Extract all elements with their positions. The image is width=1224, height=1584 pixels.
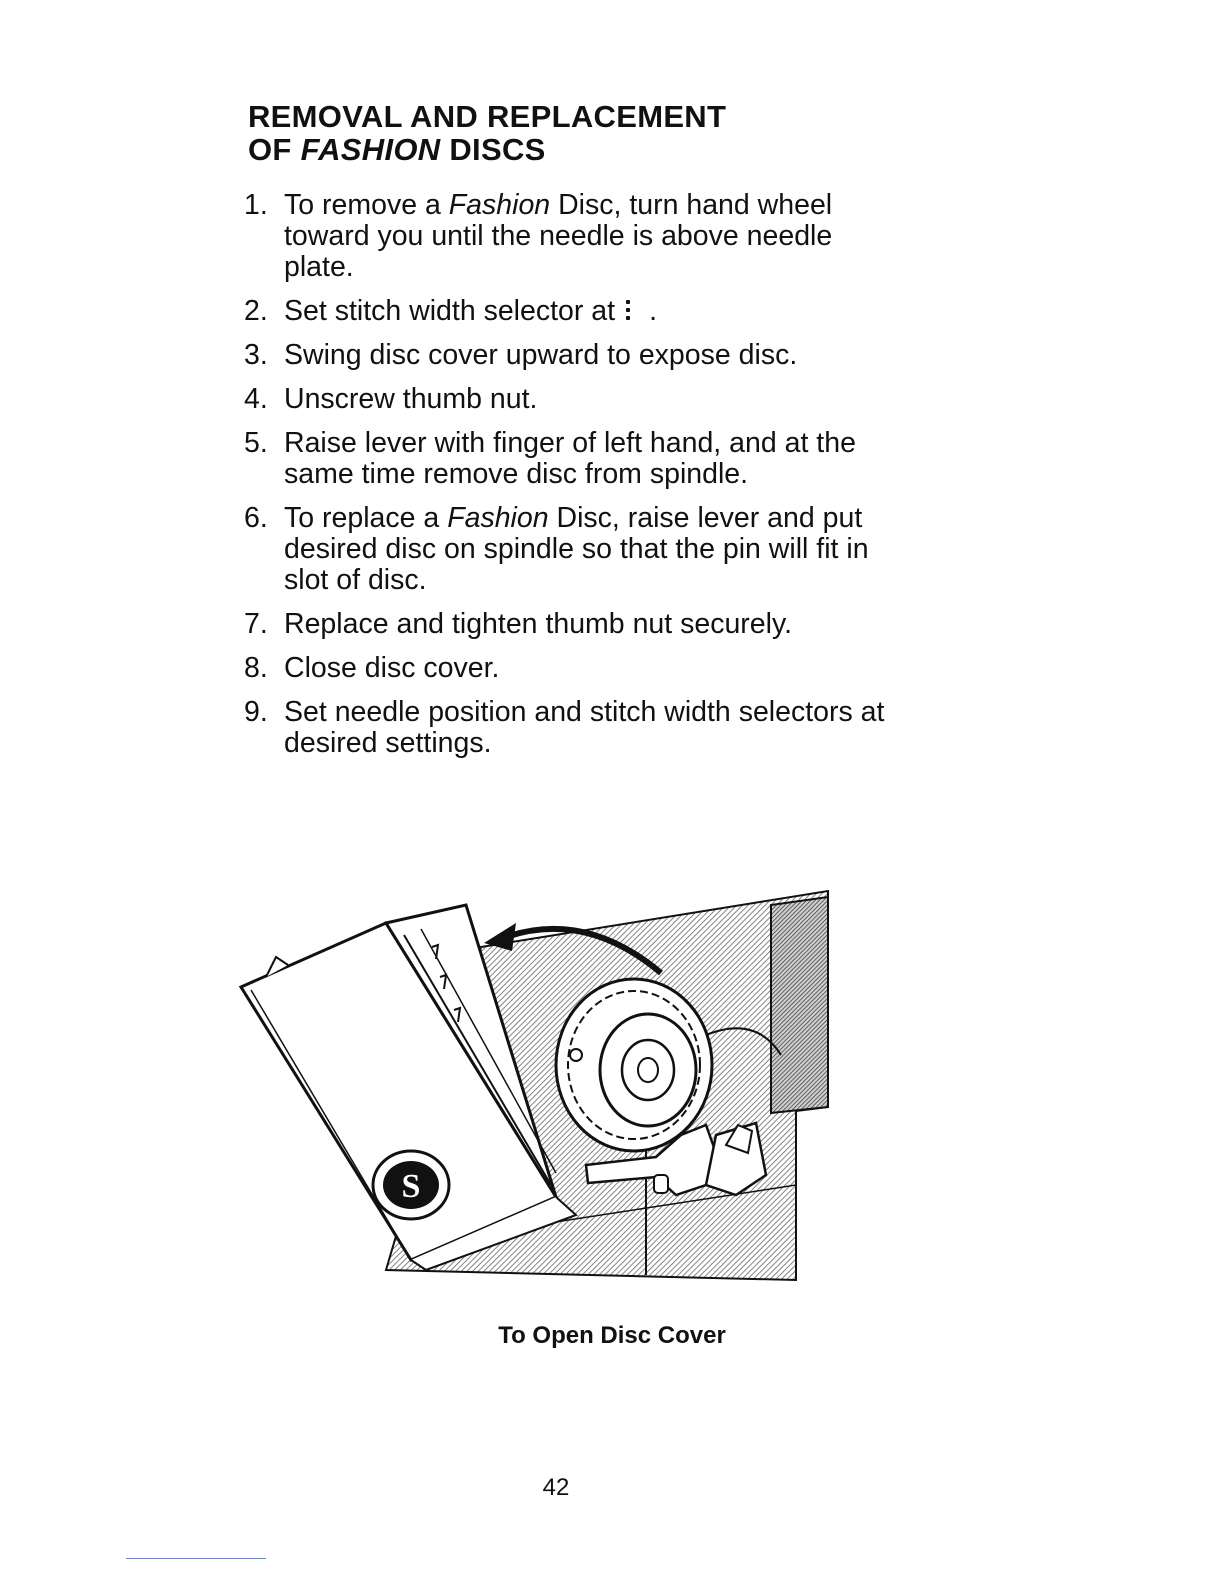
step-text: Unscrew thumb nut. xyxy=(284,383,538,415)
title-line-2-suffix: DISCS xyxy=(440,132,546,167)
step-text: Close disc cover. xyxy=(284,652,500,684)
list-item xyxy=(244,190,894,283)
figure-caption: To Open Disc Cover xyxy=(498,1322,726,1349)
step-text: To replace a Fashion Disc, raise lever and put desired disc on spindle so that the pin will fit in slot of disc. xyxy=(284,502,869,596)
footer-rule xyxy=(126,1558,266,1559)
page-number: 42 xyxy=(542,1474,570,1501)
step-number: 5. xyxy=(244,427,268,459)
list-item xyxy=(244,697,894,759)
step-text: Swing disc cover upward to expose disc. xyxy=(284,339,798,371)
section-title xyxy=(248,100,726,166)
list-item xyxy=(244,340,894,371)
step-text: To remove a Fashion Disc, turn hand wheel toward you until the needle is above needle plate. xyxy=(284,189,833,283)
fashion-disc-icon xyxy=(556,979,712,1151)
singer-logo-icon xyxy=(373,1151,449,1219)
step-text: Raise lever with finger of left hand, and at the same time remove disc from spindle. xyxy=(284,427,856,490)
step-number: 7. xyxy=(244,608,268,640)
step-number: 9. xyxy=(244,696,268,728)
svg-text:S: S xyxy=(401,1168,421,1205)
straight-stitch-symbol-icon xyxy=(625,298,631,322)
list-item xyxy=(244,296,894,327)
step-number: 6. xyxy=(244,502,268,534)
list-item xyxy=(244,609,894,640)
step-number: 1. xyxy=(244,189,268,221)
step-number: 4. xyxy=(244,383,268,415)
title-line-2-italic: FASHION xyxy=(300,132,441,167)
step-text: Replace and tighten thumb nut securely. xyxy=(284,608,793,640)
list-item xyxy=(244,503,894,596)
step-number: 8. xyxy=(244,652,268,684)
step-text: Set needle position and stitch width selectors at desired settings. xyxy=(284,696,885,759)
list-item xyxy=(244,653,894,684)
step-text: Set stitch width selector at . xyxy=(284,295,657,327)
title-line-1: REMOVAL AND REPLACEMENT xyxy=(248,99,727,134)
step-number: 3. xyxy=(244,339,268,371)
list-item xyxy=(244,428,894,490)
step-number: 2. xyxy=(244,295,268,327)
list-item xyxy=(244,384,894,415)
instruction-list xyxy=(244,190,894,772)
disc-cover-illustration xyxy=(236,885,836,1285)
title-line-2-prefix: OF xyxy=(248,132,301,167)
